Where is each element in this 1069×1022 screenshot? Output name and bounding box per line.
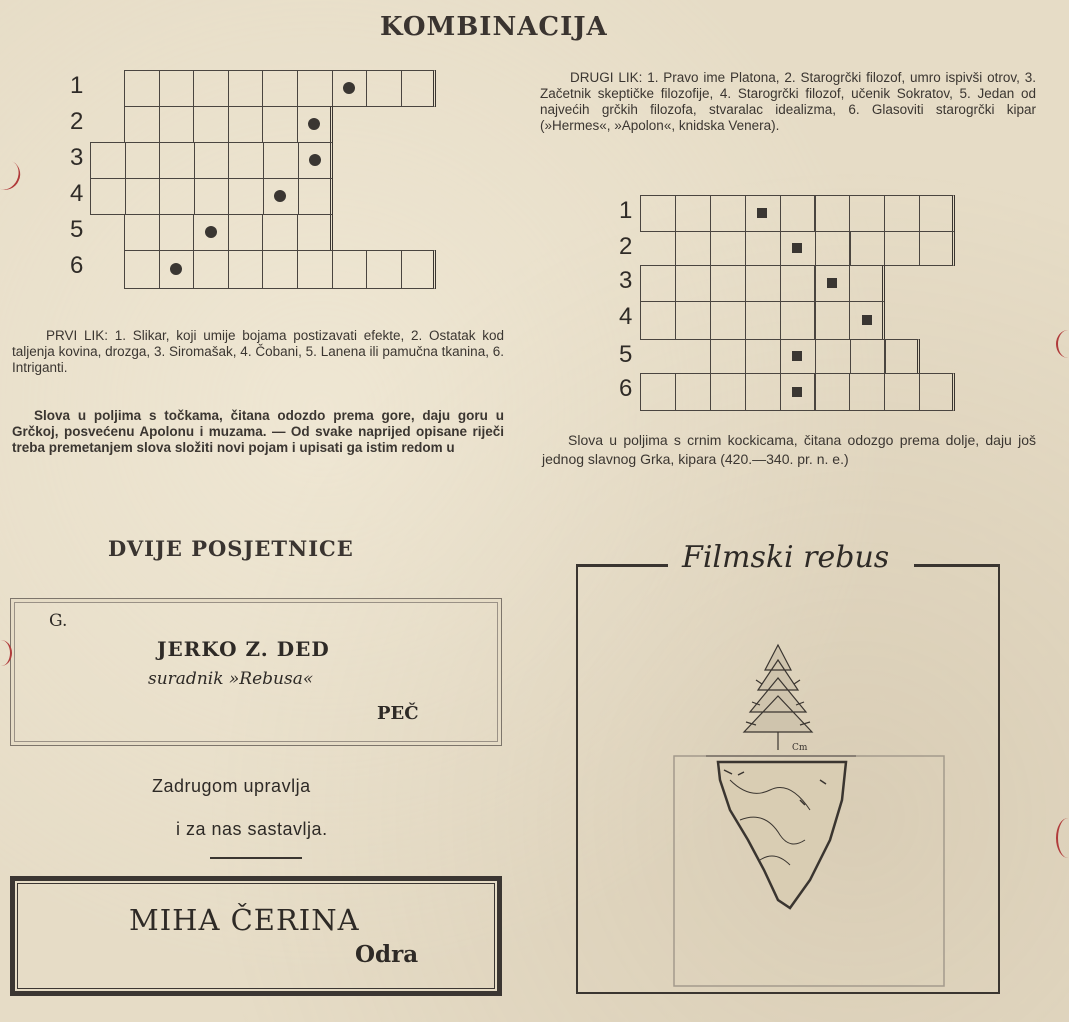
grid1-marked-cell-dot — [170, 263, 182, 275]
grid2-cell[interactable] — [640, 373, 676, 411]
grid2-cell[interactable] — [780, 301, 816, 340]
business-card-2 — [10, 876, 502, 996]
business-card-1 — [10, 598, 502, 746]
grid1-cell[interactable] — [193, 70, 229, 107]
grid1-cell[interactable] — [401, 250, 437, 289]
grid2-cell[interactable] — [885, 339, 921, 374]
grid2-marked-cell-square — [792, 243, 802, 253]
pen-mark-1 — [0, 155, 25, 194]
grid1-cell[interactable] — [228, 70, 264, 107]
grid1-marked-cell-dot — [343, 82, 355, 94]
page-title: KOMBINACIJA — [380, 12, 608, 42]
grid2-row-number: 5 — [619, 341, 633, 368]
grid2-cell[interactable] — [815, 339, 851, 374]
grid1-row-number: 3 — [70, 144, 84, 171]
grid2-cell[interactable] — [884, 231, 920, 266]
grid1-cell[interactable] — [263, 142, 299, 179]
grid1-cell[interactable] — [228, 214, 264, 251]
grid2-marked-cell-square — [757, 208, 767, 218]
grid2-cell[interactable] — [675, 195, 711, 232]
card1-role: suradnik »Rebusa« — [148, 669, 314, 689]
grid1-cell[interactable] — [262, 70, 298, 107]
grid1-cell[interactable] — [297, 214, 333, 251]
grid1-marked-cell-dot — [205, 226, 217, 238]
grid2-cell[interactable] — [780, 195, 816, 232]
rebus-title: Filmski rebus — [682, 540, 890, 575]
grid2-marked-cell-square — [827, 278, 837, 288]
grid1-cell[interactable] — [159, 142, 195, 179]
pen-mark-4 — [1056, 818, 1069, 858]
grid1-cell[interactable] — [194, 142, 230, 179]
grid2-cell[interactable] — [849, 265, 885, 302]
grid2-cell[interactable] — [780, 265, 816, 302]
grid1-cell[interactable] — [124, 106, 160, 143]
grid2-row-number: 2 — [619, 233, 633, 260]
grid2-cell[interactable] — [675, 231, 711, 266]
grid2-cell[interactable] — [745, 339, 781, 374]
grid1-cell[interactable] — [228, 142, 264, 179]
grid2-cell[interactable] — [919, 195, 955, 232]
grid1-cell[interactable] — [228, 106, 264, 143]
puzzle1-clues: PRVI LIK: 1. Slikar, koji umije bojama postizavati efekte, 2. Ostatak kod taljenja kovina, drozga, 3. Siromašak, 4. Čobani, 5. Lanena ili pamučna tkanina, 6. Intriganti. — [12, 328, 504, 375]
grid2-marked-cell-square — [862, 315, 872, 325]
grid1-row-number: 2 — [70, 108, 84, 135]
grid1-cell[interactable] — [90, 142, 126, 179]
grid1-row-number: 5 — [70, 216, 84, 243]
card2-place: Odra — [355, 941, 419, 968]
grid2-cell[interactable] — [710, 195, 746, 232]
grid1-cell[interactable] — [125, 142, 161, 179]
grid2-cell[interactable] — [850, 339, 886, 374]
card1-place: PEČ — [377, 703, 419, 724]
grid2-cell[interactable] — [815, 301, 851, 340]
grid1-cell[interactable] — [262, 214, 298, 251]
grid2-cell[interactable] — [849, 195, 885, 232]
rebus-frame-top-right — [914, 564, 998, 567]
grid1-cell[interactable] — [193, 250, 229, 289]
grid2-cell[interactable] — [884, 373, 920, 411]
grid2-cell[interactable] — [745, 373, 781, 411]
grid2-cell[interactable] — [884, 195, 920, 232]
pen-mark-3 — [1056, 330, 1069, 358]
grid2-cell[interactable] — [710, 373, 746, 411]
grid2-cell[interactable] — [675, 265, 711, 302]
grid2-cell[interactable] — [710, 301, 746, 340]
grid2-cell[interactable] — [815, 231, 851, 266]
grid2-row-number: 6 — [619, 375, 633, 402]
grid2-cell[interactable] — [710, 231, 746, 266]
card2-name: MIHA ČERINA — [129, 903, 360, 937]
grid1-cell[interactable] — [124, 70, 160, 107]
grid2-cell[interactable] — [710, 265, 746, 302]
grid1-cell[interactable] — [401, 70, 437, 107]
grid1-cell[interactable] — [366, 250, 402, 289]
grid2-cell[interactable] — [745, 231, 781, 266]
grid1-cell[interactable] — [124, 250, 160, 289]
cards-section-title: DVIJE POSJETNICE — [108, 536, 354, 561]
grid1-cell[interactable] — [194, 178, 230, 215]
grid2-cell[interactable] — [640, 265, 676, 302]
grid1-cell[interactable] — [298, 178, 334, 215]
grid1-cell[interactable] — [262, 250, 298, 289]
grid1-cell[interactable] — [124, 214, 160, 251]
grid1-cell[interactable] — [332, 250, 368, 289]
grid2-row-number: 4 — [619, 303, 633, 330]
grid1-cell[interactable] — [159, 70, 195, 107]
grid1-cell[interactable] — [159, 214, 195, 251]
grid2-cell[interactable] — [640, 301, 676, 340]
grid1-row-number: 1 — [70, 72, 84, 99]
grid1-cell[interactable] — [90, 178, 126, 215]
grid1-row-number: 6 — [70, 252, 84, 279]
grid2-cell[interactable] — [850, 231, 886, 266]
grid2-cell[interactable] — [710, 339, 746, 374]
grid1-cell[interactable] — [297, 70, 333, 107]
grid2-cell[interactable] — [919, 231, 955, 266]
rebus-illustration — [660, 630, 960, 990]
verse-line-2: i za nas sastavlja. — [176, 819, 328, 839]
grid1-cell[interactable] — [262, 106, 298, 143]
grid2-cell[interactable] — [919, 373, 955, 411]
puzzle2-clues: DRUGI LIK: 1. Pravo ime Platona, 2. Starogrčki filozof, umro ispivši otrov, 3. Začetnik skeptičke filozofije, 4. Starogrčki filozof, učenik Sokratov, 5. Jedan od najvećih grčkih filozofa, stvaralac idealizma, 6. Glasoviti starogrčki kipar (»Hermes«, »Apolon«, knidska Venera). — [540, 70, 1036, 133]
card1-salutation: G. — [49, 611, 68, 631]
rebus-frame-top-left — [576, 564, 668, 567]
grid2-cell[interactable] — [815, 373, 851, 411]
grid2-cell[interactable] — [640, 195, 676, 232]
divider-line — [210, 857, 302, 859]
verse-line-1: Zadrugom upravlja — [152, 776, 311, 796]
grid2-cell[interactable] — [849, 373, 885, 411]
grid2-cell[interactable] — [815, 195, 851, 232]
grid2-cell[interactable] — [745, 265, 781, 302]
grid1-marked-cell-dot — [309, 154, 321, 166]
grid1-cell[interactable] — [125, 178, 161, 215]
grid1-cell[interactable] — [159, 106, 195, 143]
grid1-cell[interactable] — [297, 250, 333, 289]
grid2-cell[interactable] — [675, 301, 711, 340]
grid2-row-number: 1 — [619, 197, 633, 224]
grid1-cell[interactable] — [228, 250, 264, 289]
grid2-cell[interactable] — [745, 301, 781, 340]
card1-name: JERKO Z. DED — [157, 637, 330, 661]
grid1-row-number: 4 — [70, 180, 84, 207]
grid1-cell[interactable] — [159, 178, 195, 215]
puzzle2-instructions: Slova u poljima s crnim kockicama, čitana odozgo prema dolje, daju još jednog slavnog Grka, kipara (420.—340. pr. n. e.) — [542, 432, 1036, 467]
grid1-cell[interactable] — [366, 70, 402, 107]
grid2-row-number: 3 — [619, 267, 633, 294]
grid1-cell[interactable] — [193, 106, 229, 143]
map-shape-icon — [718, 762, 846, 908]
tree-label: Cm — [792, 743, 808, 753]
grid2-marked-cell-square — [792, 351, 802, 361]
grid2-cell[interactable] — [675, 373, 711, 411]
grid2-marked-cell-square — [792, 387, 802, 397]
grid1-cell[interactable] — [228, 178, 264, 215]
tree-icon — [744, 645, 812, 750]
puzzle1-instructions: Slova u poljima s točkama, čitana odozdo prema gore, daju goru u Grčkoj, posvećenu Apolonu i muzama. — Od svake naprijed opisane riječi treba premetanjem slova složiti novi pojam i upisati ga istim redom u — [12, 408, 504, 455]
